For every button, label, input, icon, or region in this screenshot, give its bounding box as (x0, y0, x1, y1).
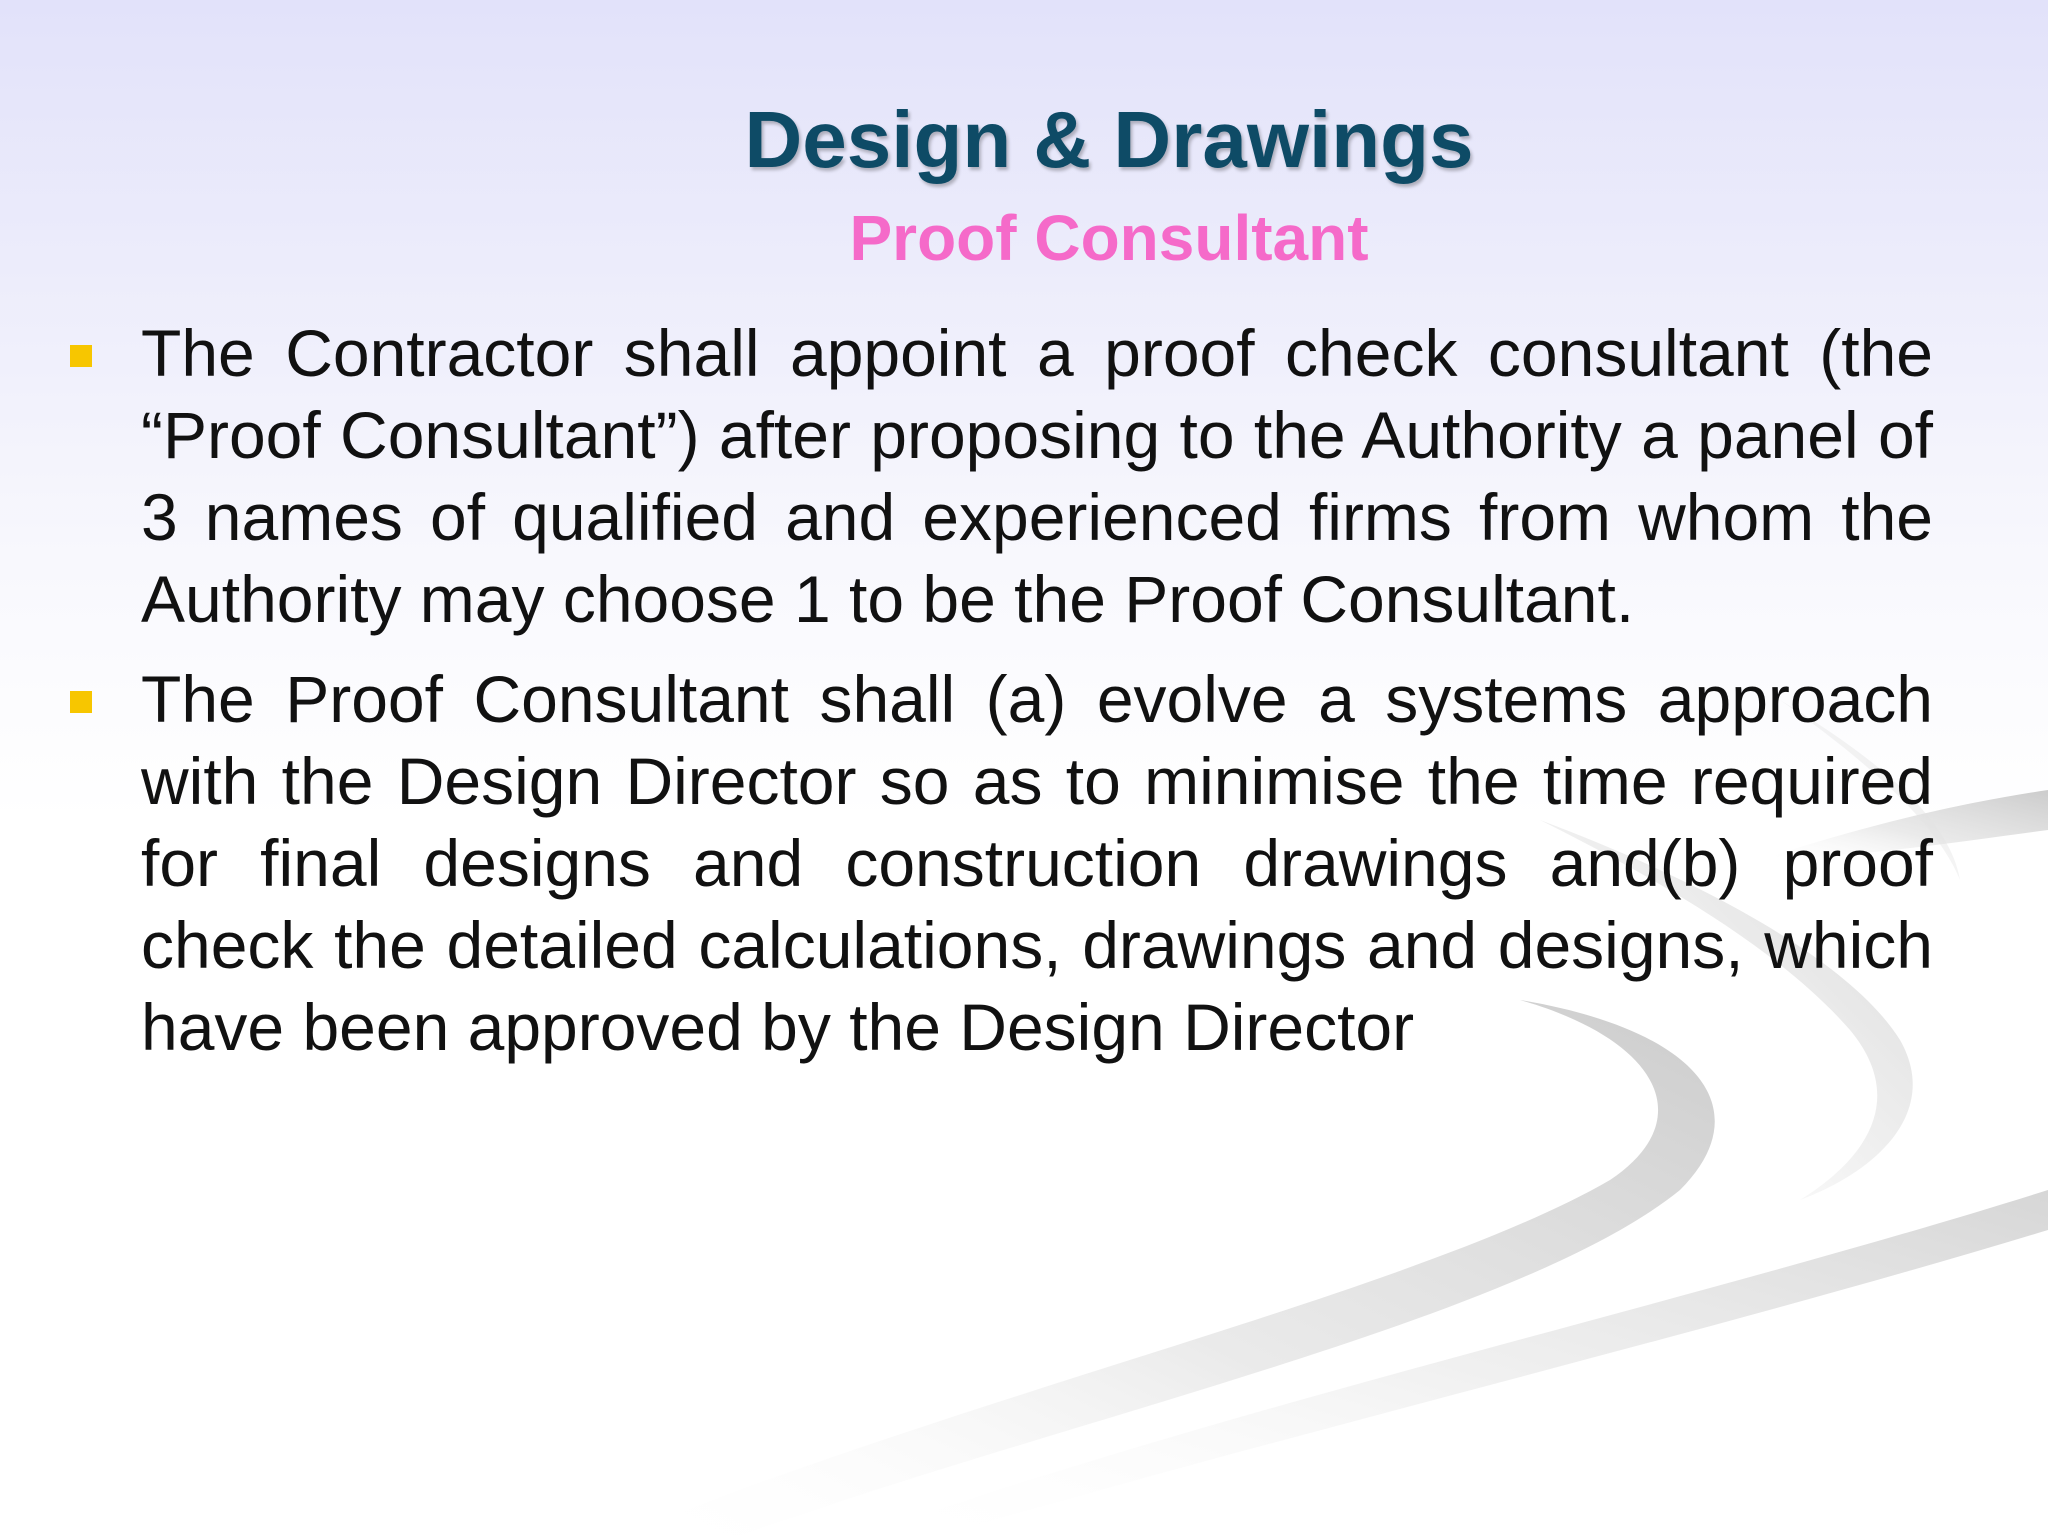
bullet-item (0, 658, 2048, 1068)
bullet-text: The Contractor shall appoint a proof check consultant (the “Proof Consultant”) after proposing to the Authority a panel of 3 names of qualified and experienced firms from whom the Authority may choose 1 to be the Proof Consultant. (141, 316, 1933, 636)
square-bullet-icon (70, 345, 92, 367)
bullet-text: The Proof Consultant shall (a) evolve a systems approach with the Design Director so as to minimise the time required for final designs and construction drawings and(b) proof check the detailed calculations, drawings and designs, which have been approved by the Design Director (141, 662, 1933, 1064)
slide-subtitle: Proof Consultant (849, 202, 1369, 274)
bullet-item (0, 312, 2048, 640)
square-bullet-icon (70, 691, 92, 713)
slide-title: Design & Drawings (744, 95, 1474, 184)
bullet-list (0, 312, 2048, 1086)
